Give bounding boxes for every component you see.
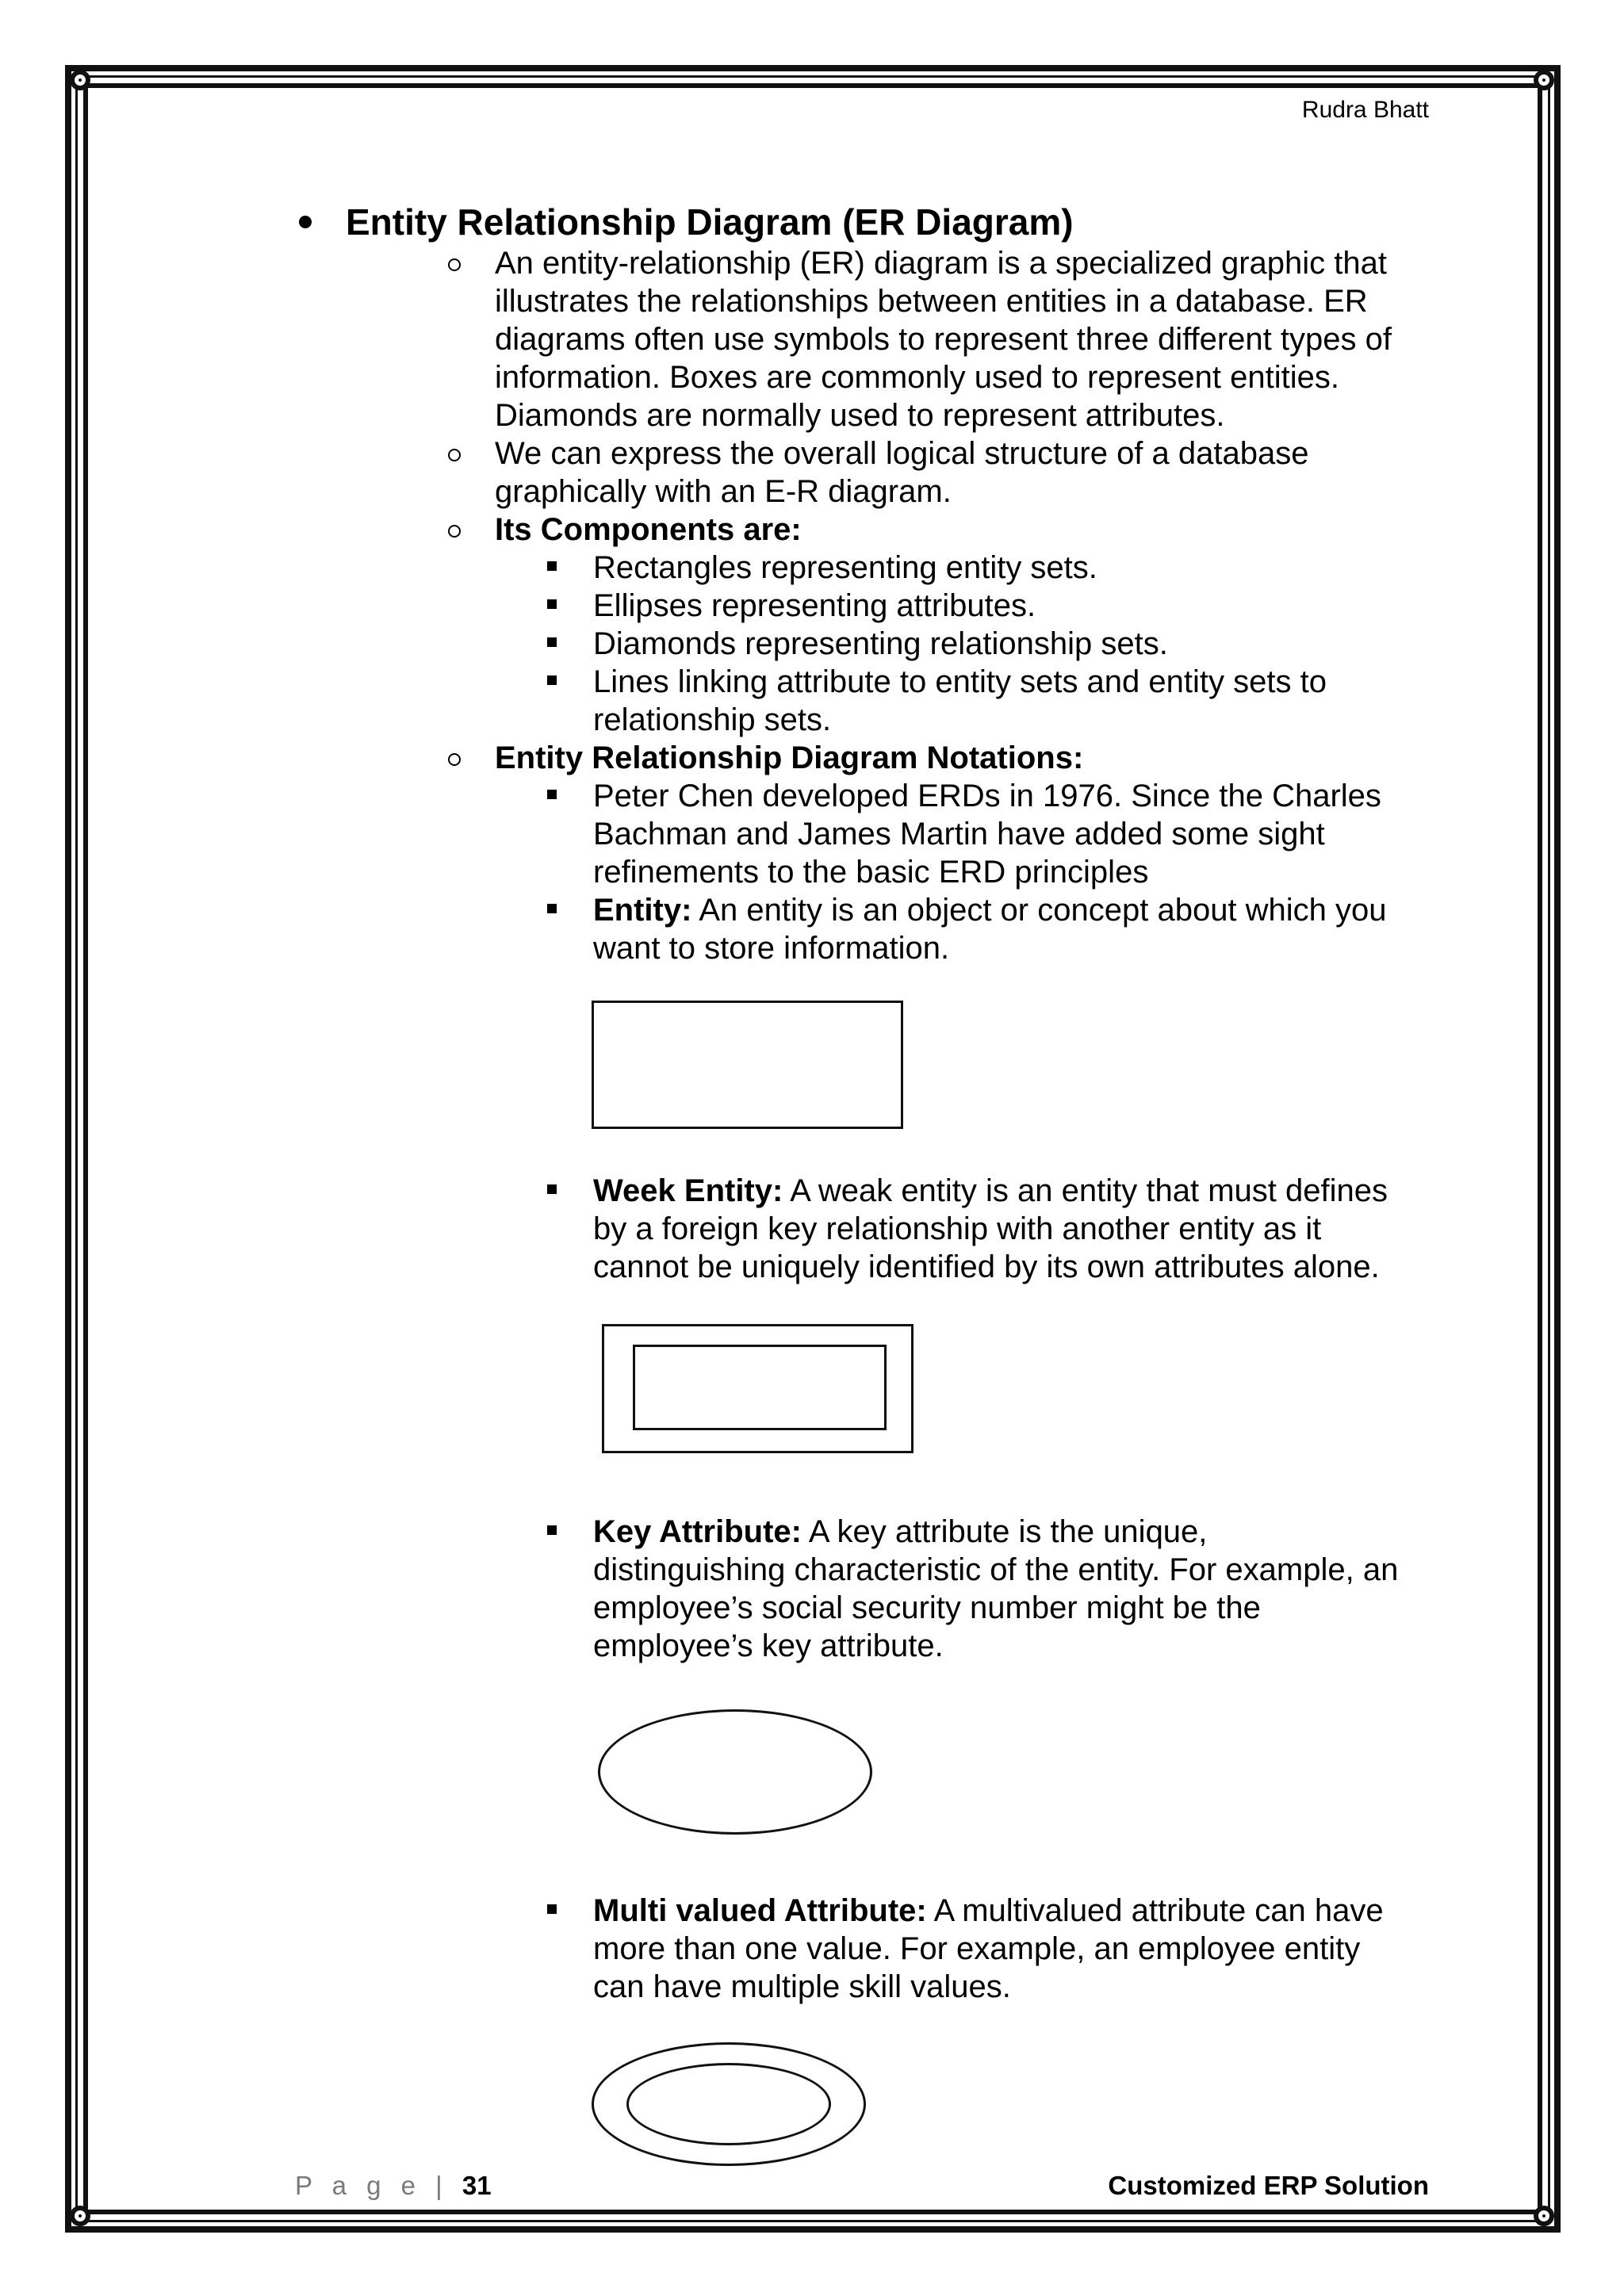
page-label: P a g e | [295,2171,449,2200]
corner-ornament-icon [1534,2206,1554,2226]
term-text: A key attribute is the unique, [801,1514,1208,1549]
list-item: by a foreign key relationship with another entity as it [593,1211,1322,1246]
list-item: Lines linking attribute to entity sets and entity sets to [593,664,1327,699]
key-attribute-ellipse-symbol [598,1709,872,1835]
page-number: 31 [462,2171,492,2200]
bullet-circle-icon [448,753,461,766]
list-item: Ellipses representing attributes. [593,588,1036,623]
paragraph-line: We can express the overall logical structure of a database [495,436,1309,471]
list-item [593,891,1387,929]
bullet-square-icon [547,561,557,571]
paragraph-line: diagrams often use symbols to represent three different types of [495,322,1392,357]
list-item: employee’s social security number might be the [593,1590,1261,1625]
bullet-circle-icon [448,258,461,271]
list-item [593,1892,1384,1930]
page-heading: Entity Relationship Diagram (ER Diagram) [346,201,1074,243]
bullet-circle-icon [448,449,461,461]
paragraph-line: information. Boxes are commonly used to represent entities. [495,360,1339,395]
term-text: A multivalued attribute can have [926,1893,1384,1928]
term-text: A weak entity is an entity that must defines [783,1173,1388,1208]
list-item [593,1513,1207,1551]
bullet-circle-icon [448,525,461,538]
list-item: want to store information. [593,931,950,966]
corner-ornament-icon [70,2206,90,2226]
footer-page [295,2171,492,2201]
bullet-square-icon [547,599,557,609]
bullet-square-icon [547,675,557,685]
list-item: Peter Chen developed ERDs in 1976. Since the Charles [593,779,1381,813]
term-label: Entity: [593,893,692,928]
weak-entity-inner-rectangle-symbol [633,1345,887,1430]
header-author: Rudra Bhatt [1301,97,1429,123]
list-item: distinguishing characteristic of the entity. For example, an [593,1552,1399,1587]
paragraph-line: Diamonds are normally used to represent attributes. [495,398,1225,433]
term-label: Key Attribute: [593,1514,802,1549]
bullet-square-icon [547,1184,557,1194]
term-text: An entity is an object or concept about which you [691,893,1387,928]
paragraph-line: illustrates the relationships between entities in a database. ER [495,284,1368,319]
bullet-square-icon [547,790,557,799]
corner-ornament-icon [1534,70,1554,90]
paragraph-line: An entity-relationship (ER) diagram is a specialized graphic that [495,246,1387,281]
term-label: Multi valued Attribute: [593,1893,927,1928]
term-label: Week Entity: [593,1173,783,1208]
list-item: Diamonds representing relationship sets. [593,626,1168,661]
bullet-dot-icon [299,216,312,228]
bullet-square-icon [547,1525,557,1535]
list-item: cannot be uniquely identified by its own attributes alone. [593,1249,1380,1284]
section-title: Its Components are: [495,512,802,547]
entity-rectangle-symbol [592,1001,903,1129]
footer-title: Customized ERP Solution [1108,2171,1429,2200]
bullet-square-icon [547,637,557,647]
list-item: refinements to the basic ERD principles [593,855,1149,890]
corner-ornament-icon [70,70,90,90]
bullet-square-icon [547,1904,557,1914]
section-title: Entity Relationship Diagram Notations: [495,740,1084,775]
list-item: Rectangles representing entity sets. [593,550,1097,585]
list-item: relationship sets. [593,702,832,737]
multivalued-attribute-inner-ellipse-symbol [626,2063,831,2145]
bullet-square-icon [547,904,557,913]
list-item [593,1172,1388,1210]
paragraph-line: graphically with an E-R diagram. [495,474,952,509]
list-item: more than one value. For example, an employee entity [593,1931,1361,1966]
list-item: Bachman and James Martin have added some sight [593,817,1325,851]
list-item: employee’s key attribute. [593,1628,944,1663]
list-item: can have multiple skill values. [593,1969,1011,2004]
